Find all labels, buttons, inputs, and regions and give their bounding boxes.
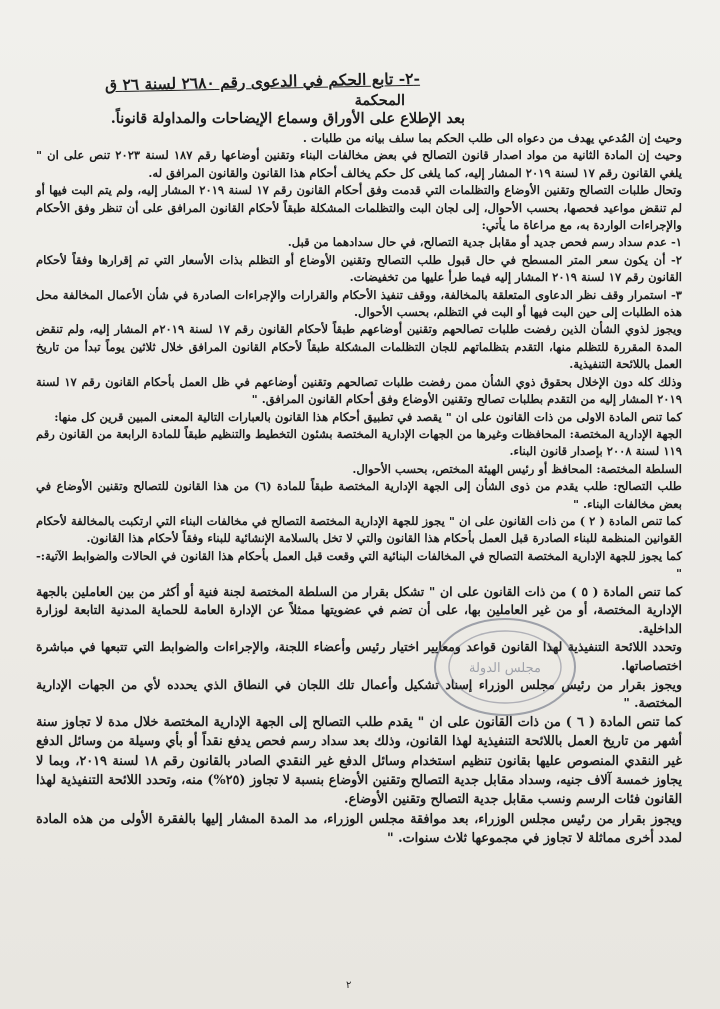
paragraph: ٣- استمرار وقف نظر الدعاوى المتعلقة بالمخالفة، ووقف تنفيذ الأحكام والقرارات والإجراءات الصادرة في شأن الأعمال المخالفة محل هذه الطلبات إلى حين البت فيها أو البت في التظلم، بحسب الأحوال. xyxy=(36,287,682,320)
paragraph: السلطة المختصة: المحافظ أو رئيس الهيئة المختص، بحسب الأحوال. xyxy=(352,461,682,476)
paragraph: ويجوز بقرار من رئيس مجلس الوزراء، بعد موافقة مجلس الوزراء، مد المدة المشار إليها بالفقرة الأولى من هذه المادة لمدد أخرى مماثلة لا تجاوز في مجموعها ثلاث سنوات. " xyxy=(36,811,682,847)
paragraph: كما تنص المادة ( ٢ ) من ذات القانون على ان " يجوز للجهة الإدارية المختصة التصالح في مخالفات البناء التي ارتكبت بالمخالفة لأحكام القوانين المنظمة للبناء الصادرة قبل العمل بأحكام هذا القانون والتي لا تخل بالسلامة الإنشائية للبناء وفقاً لأحكام هذا القانون. xyxy=(36,513,682,546)
judgment-body xyxy=(36,130,682,849)
paragraph: ويجوز لذوي الشأن الذين رفضت طلبات تصالحهم وتقنين أوضاعهم طبقاً لأحكام القانون رقم ١٧ لسنة ٢٠١٩م المشار إليه، ولم تنقض المدة المقررة للتظلم منها، التقدم بتظلماتهم للجان التظلمات المشكلة طبقاً لأحكام القانون المرافق خلال ثلاثين يوماً تبدأ من تاريخ العمل باللائحة التنفيذية. xyxy=(36,322,682,372)
paragraph: ١- عدم سداد رسم فحص جديد أو مقابل جدية التصالح، في حال سدادهما من قبل. xyxy=(287,235,682,250)
paragraph: كما تنص المادة الاولى من ذات القانون على ان " يقصد في تطبيق أحكام هذا القانون بالعبارات التالية المعنى المبين قرين كل منها: xyxy=(54,409,682,424)
paragraph: ويجوز بقرار من رئيس مجلس الوزراء إسناد تشكيل وأعمال تلك اللجان في النطاق الذي يحدده لأي من الجهات الإدارية المختصة. " xyxy=(36,676,682,711)
paragraph: كما تنص المادة ( ٦ ) من ذات القانون على ان " يقدم طلب التصالح إلى الجهة الإدارية المختصة خلال مدة لا تجاوز سنة أشهر من تاريخ العمل باللائحة التنفيذية لهذا القانون، وذلك بعد سداد رسم فحص يدفع نقداً أو بأي وسيلة من وسائل الدفع غير النقدي المنصوص عليها بقانون تنظيم استخدام وسائل الدفع غير النقدي الصادر بالقانون رقم ١٨ لسنة ٢٠١٩، وبما لا يجاوز خمسة آلاف جنيه، وسداد مقابل جدية التصالح وتقنين الأوضاع بنسبة لا تجاوز (٢٥%) منه، وتحدد اللائحة التنفيذية لهذا القانون فئات الرسم ونسب مقابل جدية التصالح وتقنين الأوضاع. xyxy=(36,714,682,808)
intro-line: بعد الإطلاع على الأوراق وسماع الإيضاحات والمداولة قانوناً. xyxy=(110,110,465,127)
paragraph: كما تنص المادة ( ٥ ) من ذات القانون على ان " تشكل بقرار من السلطة المختصة لجنة فنية أو أكثر من بين العاملين بالجهة الإدارية المختصة، أو من غير العاملين بها، على أن تضم في عضويتها ممثلاً عن الإدارة العامة للحماية المدنية التابعة لوزارة الداخلية. xyxy=(36,583,682,636)
paragraph: ٢- أن يكون سعر المتر المسطح في حال قبول طلب التصالح وتقنين الأوضاع أو التظلم بذات الأسعار التي تم إقرارها وفقاً لأحكام القانون رقم ١٧ لسنة ٢٠١٩ المشار إليه فيما طرأ عليها من تخفيضات. xyxy=(36,252,682,285)
paragraph: وذلك كله دون الإخلال بحقوق ذوي الشأن ممن رفضت طلبات تصالحهم وتقنين أوضاعهم في ظل العمل بأحكام القانون رقم ١٧ لسنة ٢٠١٩ المشار إليه من التقدم بطلبات تصالح وتقنين الأوضاع وفق أحكام القانون المرافق. " xyxy=(36,374,682,407)
paragraph: طلب التصالح: طلب يقدم من ذوى الشأن إلى الجهة الإدارية المختصة طبقاً للمادة (٦) من هذا القانون للتصالح وتقنين الأوضاع في بعض مخالفات البناء. " xyxy=(36,479,682,511)
judgment-header: -٢- تابع الحكم في الدعوى رقم ٢٦٨٠ لسنة ٢٦ ق xyxy=(104,68,421,95)
court-title: المحكمة xyxy=(354,92,405,109)
paragraph: كما يجوز للجهة الإدارية المختصة التصالح في المخالفات البنائية التي وقعت قبل العمل بأحكام هذا القانون في الحالات والضوابط الآتية:- " xyxy=(36,548,682,581)
paragraph: وحيث إن المُدعي يهدف من دعواه الى طلب الحكم بما سلف بيانه من طلبات . xyxy=(302,131,682,145)
paragraph: وتحدد اللائحة التنفيذية لهذا القانون قواعد ومعايير اختيار رئيس وأعضاء اللجنة، والإجراءات والضوابط التي تتبعها في مباشرة اختصاصاتها. xyxy=(36,639,682,673)
paragraph: الجهة الإدارية المختصة: المحافظات وغيرها من الجهات الإدارية المختصة بشئون التخطيط والتنظيم طبقاً للمادة الرابعة من القانون رقم ١١٩ لسنة ٢٠٠٨ بإصدار قانون البناء. xyxy=(36,426,682,459)
stamp-text: مجلس الدولة xyxy=(469,661,541,676)
court-stamp xyxy=(430,612,580,722)
paragraph: وتحال طلبات التصالح وتقنين الأوضاع والتظلمات التي قدمت وفق أحكام القانون رقم ١٧ لسنة ٢٠١٩ المشار إليه، ولم يتم البت فيها أو لم تنقض مواعيد فحصها، بحسب الأحوال، إلى لجان البت والتظلمات المشكلة طبقاً لأحكام القانون المرافق على أن تنظر وفق الأحكام والإجراءات الواردة به، مع مراعاة ما يأتي: xyxy=(36,183,682,233)
page-number: ٢ xyxy=(346,980,352,991)
paragraph: وحيث إن المادة الثانية من مواد اصدار قانون التصالح في بعض مخالفات البناء وتقنين أوضاعها رقم ١٨٧ لسنة ٢٠٢٣ تنص على ان " يلغي القانون رقم ١٧ لسنة ٢٠١٩ المشار إليه، كما يلغى كل حكم يخالف أحكام هذا القانون والقانون المرافق له. xyxy=(36,148,682,180)
